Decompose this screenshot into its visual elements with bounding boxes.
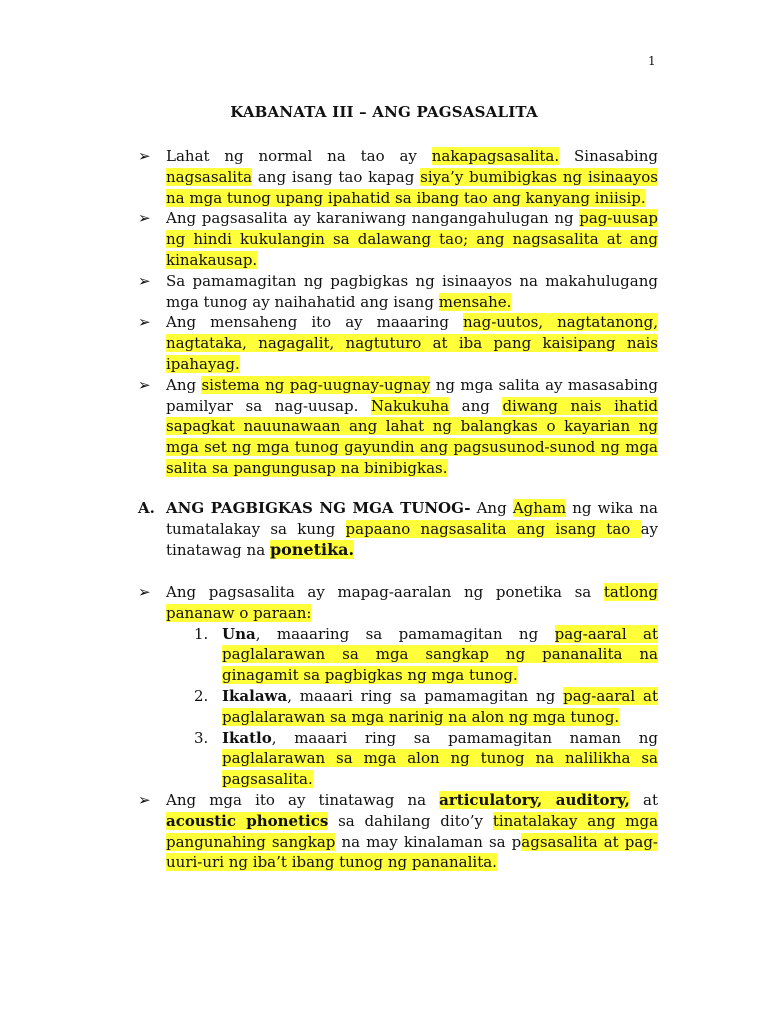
page-number: 1 xyxy=(648,54,656,68)
bullet-item: ➢ Ang mga ito ay tinatawag na articulatory, auditory, at acoustic phonetics sa dahilang dito’y tinatalakay ang mga pangunahing sangkap na may kinalaman sa pagsasalita at pag-uuri-uri ng iba’t ibang tunog ng pananalita. xyxy=(138,790,658,873)
bullet-item: ➢ Ang sistema ng pag-uugnay-ugnay ng mga salita ay masasabing pamilyar sa nag-uusap. Nakukuha ang diwang nais ihatid sapagkat nauunawaan ang lahat ng balangkas o kayarian ng mga set ng mga tunog gayundin ang pagsusunod-sunod ng mga salita sa pangungusap na binibigkas. xyxy=(138,375,658,479)
bullet-item: ➢ Sa pamamagitan ng pagbigkas ng isinaayos na makahulugang mga tunog ay naihahatid ang isang mensahe. xyxy=(138,271,658,313)
bullet-item: ➢ Ang pagsasalita ay karaniwang nangangahulugan ng pag-uusap ng hindi kukulangin sa dalawang tao; ang nagsasalita at ang kinakausap. xyxy=(138,208,658,270)
list-item: 3. Ikatlo, maaari ring sa pamamagitan naman ng paglalarawan sa mga alon ng tunog na nalilikha sa pagsasalita. xyxy=(194,728,658,789)
section-a-body: ANG PAGBIGKAS NG MGA TUNOG- Ang Agham ng wika na tumatalakay sa kung papaano nagsasalita ang isang tao ay tinatawag na ponetika. xyxy=(166,499,659,559)
chapter-title: KABANATA III – ANG PAGSASALITA xyxy=(230,103,538,121)
bullet-item: ➢ Ang mensaheng ito ay maaaring nag-uutos, nagtatanong, nagtataka, nagagalit, nagtuturo at iba pang kaisipang nais ipahayag. xyxy=(138,312,658,374)
section-a xyxy=(138,498,658,560)
numbered-list xyxy=(138,624,658,790)
intro-bullets xyxy=(138,146,658,479)
phonetics-bullets xyxy=(138,582,658,873)
list-item: 2. Ikalawa, maaari ring sa pamamagitan ng pag-aaral at paglalarawan sa mga narinig na alon ng mga tunog. xyxy=(194,686,658,726)
section-label: A. xyxy=(138,499,155,517)
bullet-item: ➢ Ang pagsasalita ay mapag-aaralan ng ponetika sa tatlong pananaw o paraan: xyxy=(138,582,658,624)
list-item: 1. Una, maaaring sa pamamagitan ng pag-aaral at paglalarawan sa mga sangkap ng pananalita na ginagamit sa pagbigkas ng mga tunog. xyxy=(194,624,658,685)
bullet-item: ➢ Lahat ng normal na tao ay nakapagsasalita. Sinasabing nagsasalita ang isang tao kapag siya’y bumibigkas ng isinaayos na mga tunog upang ipahatid sa ibang tao ang kanyang iniisip. xyxy=(138,146,658,208)
section-heading: ANG PAGBIGKAS NG MGA TUNOG- xyxy=(166,499,471,517)
